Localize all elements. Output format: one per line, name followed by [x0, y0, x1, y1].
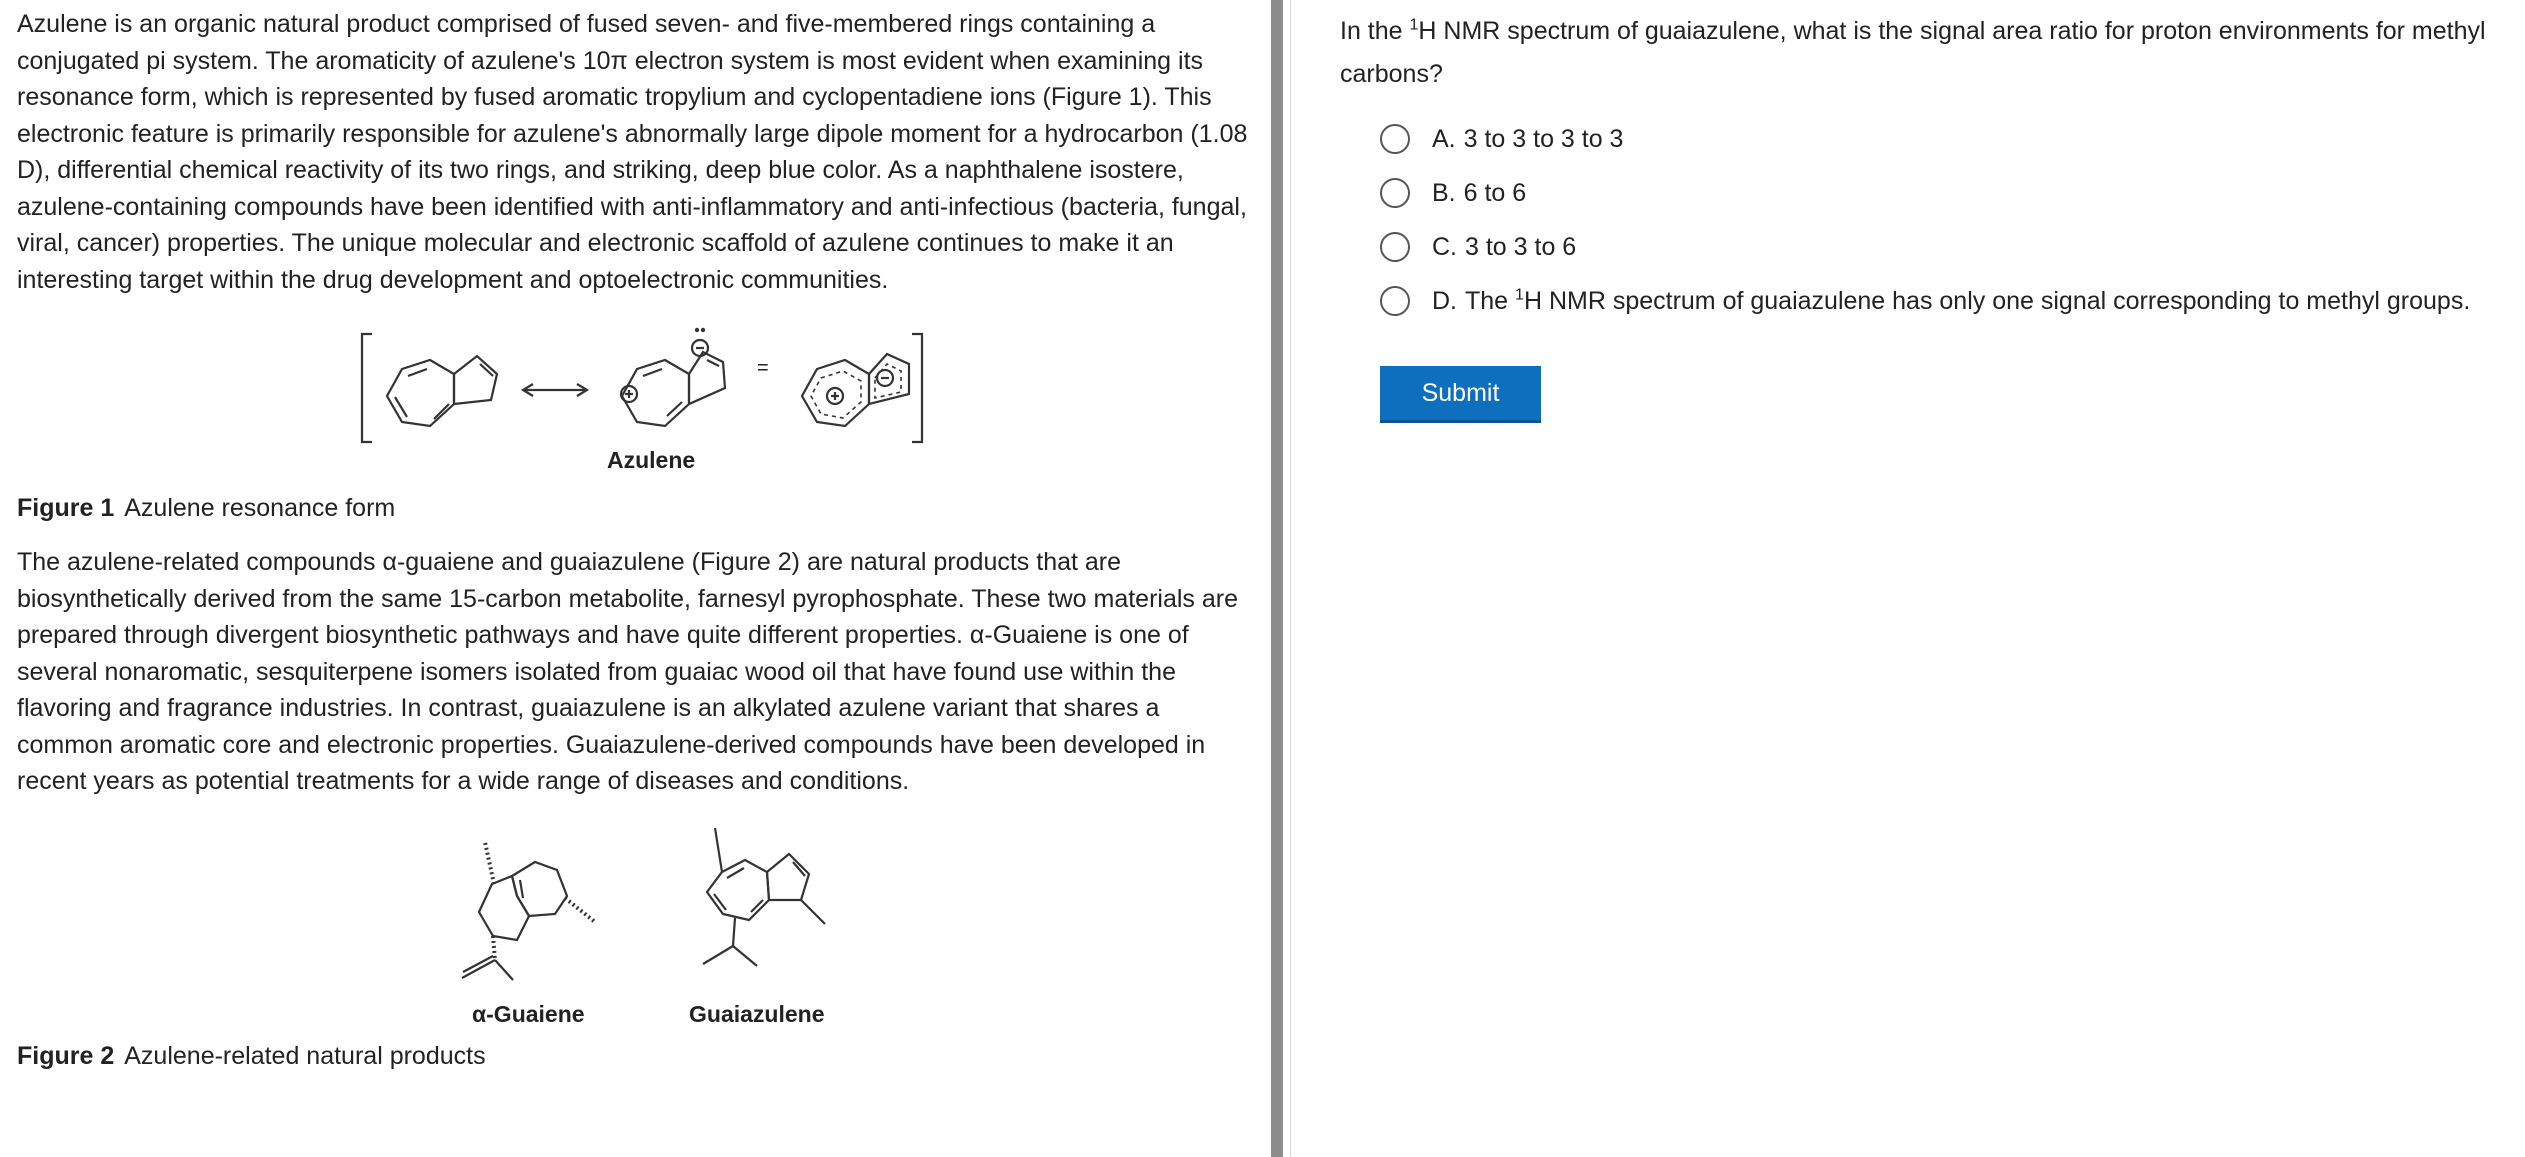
figure-1-caption [17, 490, 1271, 526]
passage-paragraph-2: The azulene-related compounds α-guaiene and guaiazulene (Figure 2) are natural products that are biosynthetically derived from the same 15-carbon metabolite, farnesyl pyrophosphate. These two materials are prepared through divergent biosynthetic pathways and have quite different properties. α-Guaiene is one of several nonaromatic, sesquiterpene isomers isolated from guaiac wood oil that have found use within the flavoring and fragrance industries. In contrast, guaiazulene is an alkylated azulene variant that shares a common aromatic core and electronic properties. Guaiazulene-derived compounds have been developed in recent years as potential treatments for a wide range of diseases and conditions. [17, 548, 1238, 795]
question-text [1340, 10, 2520, 96]
choice-a-letter: A. [1432, 124, 1456, 153]
figure-2-caption-number: Figure 2 [17, 1041, 115, 1070]
question-pane [1292, 0, 2525, 1157]
figure-1-caption-text: Azulene resonance form [124, 494, 396, 522]
figure-2-caption [17, 1038, 1271, 1074]
choice-b-radio[interactable] [1380, 178, 1410, 208]
choice-c-text: 3 to 3 to 6 [1465, 232, 1577, 261]
choice-c-letter: C. [1432, 232, 1457, 261]
azulene-resonance-diagram [17, 314, 1257, 490]
pane-divider-line [1290, 0, 1291, 1157]
choice-a-radio[interactable] [1380, 124, 1410, 154]
question-text-start: In the [1340, 17, 1410, 45]
guaiazulene-7-ring [707, 860, 769, 920]
guaiazulene-5-ring [767, 854, 809, 900]
choice-c[interactable] [1380, 220, 2525, 274]
left-bracket [362, 334, 372, 442]
passage [17, 6, 1271, 1074]
passage-paragraph-1: Azulene is an organic natural product comprised of fused seven- and five-membered rings containing a conjugated pi system. The aromaticity of azulene's 10π electron system is most evident when examining its resonance form, which is represented by fused aromatic tropylium and cyclopentadiene ions (Figure 1). This electronic feature is primarily responsible for azulene's abnormally large dipole moment for a hydrocarbon (1.08 D), differential chemical reactivity of its two rings, and striking, deep blue color. As a naphthalene isostere, azulene-containing compounds have been identified with anti-inflammatory and anti-infectious (bacteria, fungal, viral, cancer) properties. The unique molecular and electronic scaffold of azulene continues to make it an interesting target within the drug development and optoelectronic communities. [17, 10, 1248, 294]
azulene-5-ring [454, 356, 497, 404]
choice-d-text-start: The [1465, 286, 1516, 315]
question-superscript: 1 [1409, 16, 1419, 34]
choice-d-text [1465, 287, 2470, 316]
alpha-guaiene-5-ring-core [512, 862, 567, 916]
right-bracket [912, 334, 922, 442]
choice-c-radio[interactable] [1380, 232, 1410, 262]
question-text-end: H NMR spectrum of guaiazulene, what is the signal area ratio for proton environments for methyl carbons? [1340, 17, 2486, 88]
choice-b-letter: B. [1432, 178, 1456, 207]
choice-b-text: 6 to 6 [1463, 178, 1527, 207]
figure-1-caption-number: Figure 1 [17, 494, 115, 522]
choice-d-letter: D. [1432, 286, 1457, 315]
guaiazulene-structures-diagram [17, 814, 1257, 1038]
equals-sign: = [757, 357, 769, 379]
figure-2-caption-text: Azulene-related natural products [124, 1041, 486, 1070]
choice-b[interactable] [1380, 166, 2525, 220]
choice-d-radio[interactable] [1380, 286, 1410, 316]
azulene-7-ring [387, 360, 454, 426]
choice-d-superscript: 1 [1515, 286, 1524, 304]
alpha-guaiene-label: α-Guaiene [472, 1000, 585, 1027]
choice-a-text: 3 to 3 to 3 to 3 [1463, 124, 1624, 153]
choice-d[interactable] [1380, 274, 2525, 328]
figure-2 [17, 814, 1271, 1038]
pane-splitter[interactable] [1271, 0, 1283, 1157]
choice-a[interactable] [1380, 112, 2525, 166]
guaiazulene-label: Guaiazulene [689, 1000, 825, 1027]
figure-1-molecule-label: Azulene [607, 447, 696, 473]
figure-1 [17, 314, 1271, 490]
submit-button[interactable]: Submit [1380, 366, 1541, 423]
choice-d-text-end: H NMR spectrum of guaiazulene has only one signal corresponding to methyl groups. [1523, 286, 2471, 315]
